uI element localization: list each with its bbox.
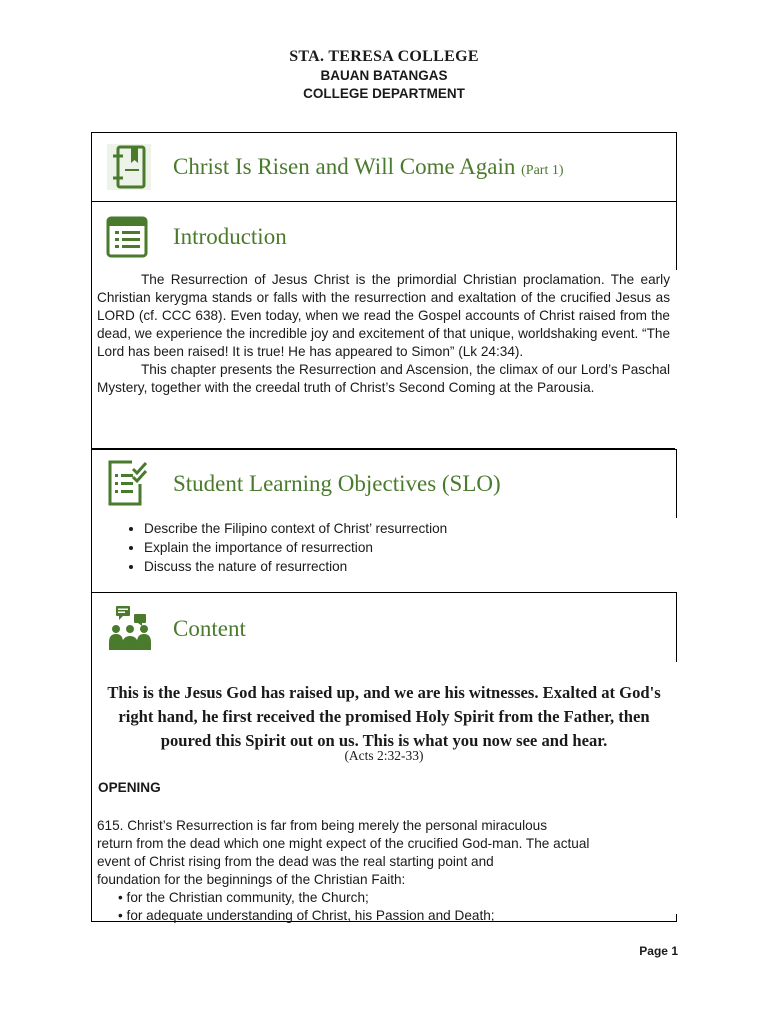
paragraph-line: event of Christ rising from the dead was the real starting point and [97, 854, 494, 869]
module-title-box [91, 132, 677, 202]
paragraph-line: foundation for the beginnings of the Christian Faith: [97, 872, 406, 887]
content-paragraph [97, 817, 672, 889]
group-discussion-icon [106, 605, 154, 651]
checklist-icon [106, 460, 150, 506]
list-item: • Describe the Filipino context of Christ’ resurrection [144, 519, 447, 538]
introduction-text [97, 271, 670, 397]
list-item: • Discuss the nature of resurrection [144, 557, 447, 576]
scripture-reference: (Acts 2:32-33) [344, 748, 424, 763]
introduction-paragraph: This chapter presents the Resurrection and Ascension, the climax of our Lord’s Paschal Mystery, together with the creedal truth of Christ’s Second Coming at the Parousia. [97, 362, 670, 395]
module-title-text: Christ Is Risen and Will Come Again [173, 154, 516, 179]
border-gap [675, 518, 677, 594]
paragraph-line: return from the dead which one might expect of the crucified God-man. The actual [97, 836, 590, 851]
module-part: (Part 1) [521, 163, 564, 178]
slo-heading: Student Learning Objectives (SLO) [173, 471, 501, 496]
border-gap [675, 270, 677, 450]
list-item: • Explain the importance of resurrection [144, 538, 447, 557]
scripture-quote: This is the Jesus God has raised up, and we are his witnesses. Exalted at God's right hand, he first received the promised Holy Spirit from the Father, then poured this Spirit out on us. This is what you now see and hear. [107, 683, 661, 750]
content-bullet: • for the Christian community, the Church; [118, 890, 369, 905]
book-bookmark-icon [106, 143, 152, 191]
module-title [173, 154, 564, 180]
content-section [91, 592, 677, 922]
opening-label: OPENING [98, 780, 161, 795]
department-name: COLLEGE DEPARTMENT [303, 86, 465, 101]
content-heading: Content [173, 616, 246, 641]
introduction-heading: Introduction [173, 224, 287, 249]
page-number: Page 1 [639, 944, 678, 958]
slo-list [114, 519, 447, 576]
school-location: BAUAN BATANGAS [320, 68, 448, 83]
content-bullet: • for adequate understanding of Christ, his Passion and Death; [118, 908, 495, 923]
paragraph-line: 615. Christ’s Resurrection is far from being merely the personal miraculous [97, 818, 548, 833]
introduction-section [91, 201, 677, 449]
school-name: STA. TERESA COLLEGE [289, 48, 479, 65]
slo-section [91, 449, 677, 593]
document-list-icon [106, 216, 150, 258]
introduction-paragraph: The Resurrection of Jesus Christ is the primordial Christian proclamation. The early Christian kerygma stands or falls with the resurrection and exaltation of the crucified Jesus as LORD (cf. CCC 638). Even today, when we read the Gospel accounts of Christ raised from the dead, we experience the incredible joy and excitement of that unique, worldshaking event. “The Lord has been raised! It is true! He has appeared to Simon” (Lk 24:34). [97, 272, 670, 359]
